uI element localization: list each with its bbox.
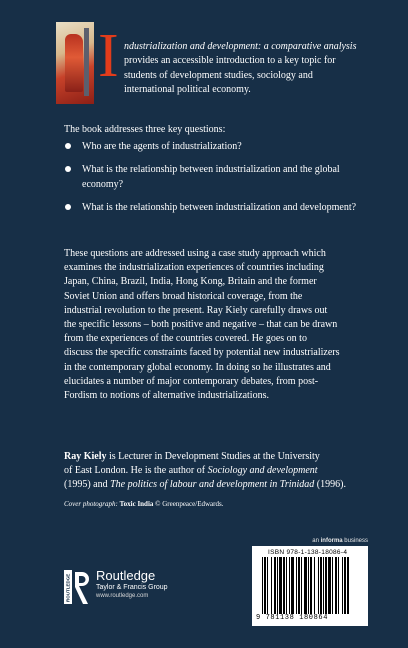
question-text: What is the relationship between industrialization and the global economy? <box>82 164 340 190</box>
cover-photo-credit: Cover photograph: Toxic India © Greenpeace/Edwards. <box>64 500 224 508</box>
description-line: Japan, China, Brazil, India, Hong Kong, Britain and the former <box>64 276 317 288</box>
publisher-block <box>96 568 168 601</box>
description-paragraph <box>64 247 368 403</box>
publisher-group: Taylor & Francis Group <box>96 584 168 591</box>
description-line: in the contemporary global economy. In doing so he illustrates and <box>64 361 331 373</box>
question-item <box>64 140 366 154</box>
figure-shape <box>65 34 83 92</box>
logo-vertical-text: ROUTLEDGE <box>65 573 71 602</box>
intro-line-1 <box>124 40 368 54</box>
author-bio <box>64 450 368 493</box>
question-item <box>64 163 366 192</box>
description-line: discuss the specific constraints faced by potential new industrializers <box>64 347 340 359</box>
drop-cap: I <box>98 22 119 90</box>
description-line: Fordism to notions of alternative industrializations. <box>64 390 269 402</box>
questions-intro: The book addresses three key questions: <box>64 124 226 135</box>
author-line-2: of East London. He is the author of Sociology and development <box>64 465 318 477</box>
publisher-name: Routledge <box>96 568 156 583</box>
tower-shape <box>84 28 89 96</box>
isbn-text: ISBN 978-1-138-18086-4 <box>268 549 348 556</box>
description-line: elucidates a number of major contemporary debates, from post- <box>64 375 319 387</box>
book-title-2: The politics of labour and development in Trinidad <box>110 479 315 491</box>
barcode-bars <box>262 557 358 614</box>
description-line: These questions are addressed using a case study approach which <box>64 248 326 259</box>
description-line: Soviet Union and offers broad historical coverage, from the <box>64 290 303 302</box>
bullet-icon <box>65 204 71 210</box>
intro-line-3: students of development studies, sociology and <box>124 69 313 81</box>
description-line: the specific lessons – both positive and negative – that can be drawn <box>64 319 338 331</box>
bullet-icon <box>65 143 71 149</box>
question-item <box>64 201 366 215</box>
question-text: What is the relationship between industrialization and development? <box>82 202 357 214</box>
author-line-1: Ray Kiely is Lecturer in Development Studies at the University <box>64 451 320 462</box>
cover-photo-thumbnail <box>56 22 94 104</box>
intro-paragraph <box>124 40 368 97</box>
description-line: industrial revolution to the present. Ray Kiely carefully draws out <box>64 304 328 316</box>
photo-title: Toxic India <box>119 500 154 508</box>
book-title-italic: ndustrialization and development: a comparative analysis <box>124 41 357 52</box>
intro-line-2: provides an accessible introduction to a key topic for <box>124 55 336 67</box>
intro-line-4: international political economy. <box>124 83 251 95</box>
book-title-1: Sociology and development <box>207 465 318 477</box>
description-line: from the experiences of the countries covered. He goes on to <box>64 333 307 345</box>
publisher-url: www.routledge.com <box>96 593 149 599</box>
informa-business-mark: an informa business <box>312 538 368 544</box>
barcode-number: 9 781138 180864 <box>256 614 329 622</box>
questions-list <box>64 140 366 225</box>
description-line: examines the industrialization experiences of countries including <box>64 262 324 274</box>
isbn-barcode <box>252 546 368 626</box>
question-text: Who are the agents of industrialization? <box>82 141 242 152</box>
bullet-icon <box>65 166 71 172</box>
author-line-3: (1995) and The politics of labour and development in Trinidad (1996). <box>64 479 346 491</box>
routledge-logo-icon <box>64 568 90 606</box>
author-name: Ray Kiely <box>64 451 107 462</box>
